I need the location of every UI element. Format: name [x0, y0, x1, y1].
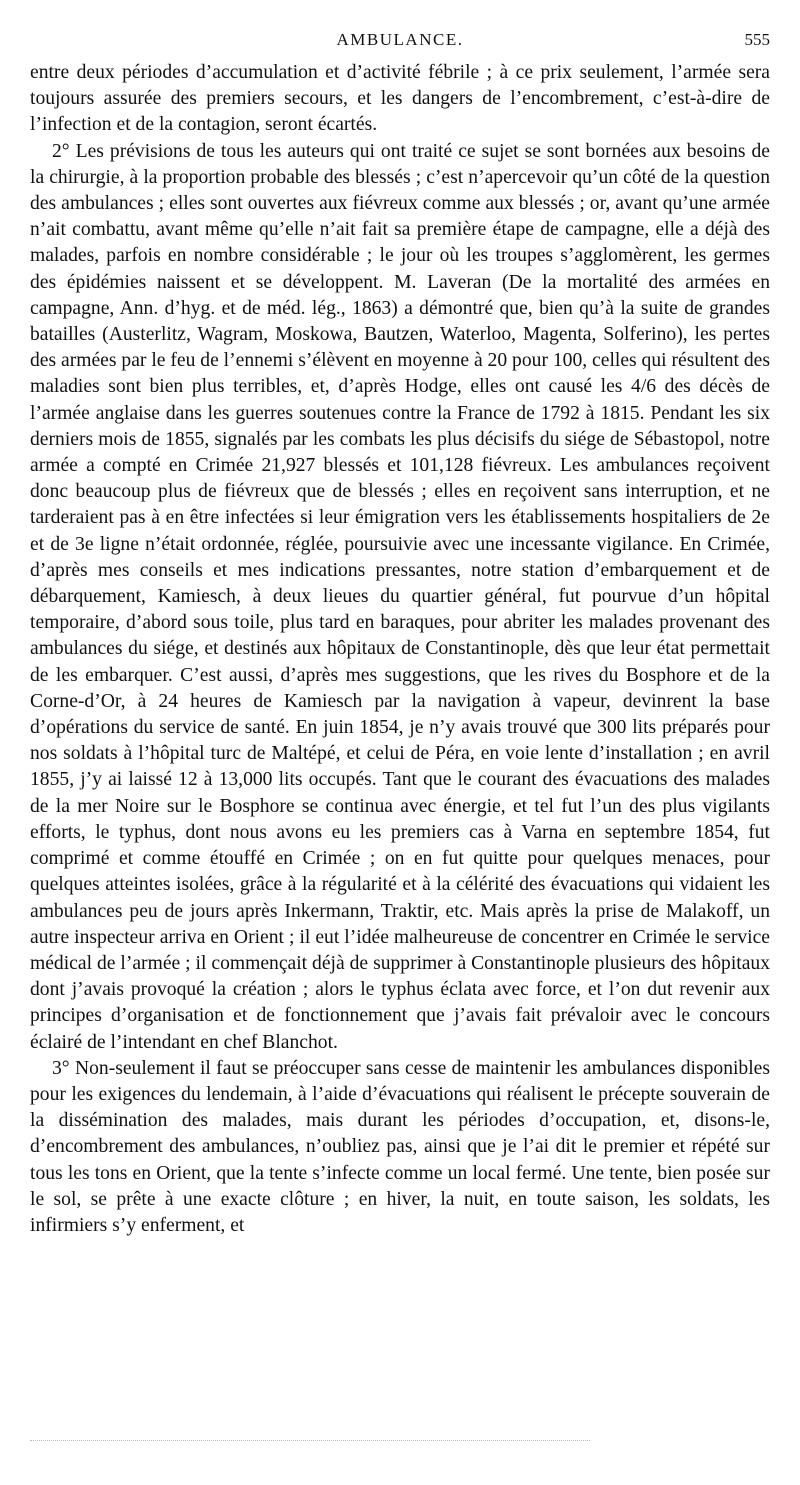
book-page [30, 30, 770, 1239]
body-text [30, 60, 770, 1239]
running-head [30, 30, 770, 54]
footer-rule [30, 1440, 590, 1442]
page-number: 555 [744, 30, 770, 49]
paragraph-2: 2° Les prévisions de tous les auteurs qui ont traité ce sujet se sont bornées aux besoins de la chirurgie, à la proportion probable des blessés ; c’est n’apercevoir qu’un côté de la question des ambulances ; elles sont ouvertes aux fiévreux comme aux blessés ; or, avant qu’une armée n’ait combattu, avant même qu’elle n’ait fait sa première étape de campagne, elle a déjà des malades, parfois en nombre considérable ; le jour où les troupes s’agglomèrent, les germes des épidémies naissent et se développent. M. Laveran (De la mortalité des armées en campagne, Ann. d’hyg. et de méd. lég., 1863) a démontré que, bien qu’à la suite de grandes batailles (Austerlitz, Wagram, Moskowa, Bautzen, Waterloo, Magenta, Solferino), les pertes des armées par le feu de l’ennemi s’élèvent en moyenne à 20 pour 100, celles qui résultent des maladies sont bien plus terribles, et, d’après Hodge, elles ont causé les 4/6 des décès de l’armée anglaise dans les guerres soutenues contre la France de 1792 à 1815. Pendant les six derniers mois de 1855, signalés par les combats les plus décisifs du siége de Sébastopol, notre armée a compté en Crimée 21,927 blessés et 101,128 fiévreux. Les ambulances reçoivent donc beaucoup plus de fiévreux que de blessés ; elles en reçoivent sans interruption, et ne tarderaient pas à en être infectées si leur émigration vers les établissements hospitaliers de 2e et de 3e ligne n’était ordonnée, réglée, poursuivie avec une incessante vigilance. En Crimée, d’après mes conseils et mes indications pressantes, notre station d’embarquement et de débarquement, Kamiesch, à deux lieues du quartier général, fut pourvue d’un hôpital temporaire, d’abord sous toile, plus tard en baraques, pour abriter les malades provenant des ambulances du siége, et destinés aux hôpitaux de Constantinople, dès que leur état permettait de les embarquer. C’est aussi, d’après mes suggestions, que les rives du Bosphore et de la Corne-d’Or, à 24 heures de Kamiesch par la navigation à vapeur, devinrent la base d’opérations du service de santé. En juin 1854, je n’y avais trouvé que 300 lits préparés pour nos soldats à l’hôpital turc de Maltépé, et celui de Péra, en voie lente d’installation ; en avril 1855, j’y ai laissé 12 à 13,000 lits occupés. Tant que le courant des évacuations des malades de la mer Noire sur le Bosphore se continua avec énergie, et tel fut l’un des plus vigilants efforts, le typhus, dont nous avons eu les premiers cas à Varna en septembre 1854, fut comprimé et comme étouffé en Crimée ; on en fut quitte pour quelques menaces, pour quelques atteintes isolées, grâce à la régularité et à la célérité des évacuations qui vidaient les ambulances peu de jours après Inkermann, Traktir, etc. Mais après la prise de Malakoff, un autre inspecteur arriva en Orient ; il eut l’idée malheureuse de concentrer en Crimée le service médical de l’armée ; il commençait déjà de supprimer à Constantinople plusieurs des hôpitaux dont j’avais provoqué la création ; alors le typhus éclata avec force, et l’on dut revenir aux principes d’organisation et de fonctionnement que j’avais fait prévaloir avec le concours éclairé de l’intendant en chef Blanchot. [30, 140, 770, 1053]
paragraph-3: 3° Non-seulement il faut se préoccuper sans cesse de maintenir les ambulances disponibles pour les exigences du lendemain, à l’aide d’évacuations qui réalisent le précepte souverain de la dissémination des malades, mais durant les périodes d’occupation, et, disons-le, d’encombrement des ambulances, n’oubliez pas, ainsi que je l’ai dit le premier et répété sur tous les tons en Orient, que la tente s’infecte comme un local fermé. Une tente, bien posée sur le sol, se prête à une exacte clôture ; en hiver, la nuit, en toute saison, les soldats, les infirmiers s’y enferment, et [30, 1057, 770, 1236]
paragraph-continuation: entre deux périodes d’accumulation et d’activité fébrile ; à ce prix seulement, l’armée sera toujours assurée des premiers secours, et les dangers de l’encombrement, c’est-à-dire de l’infection et de la contagion, seront écartés. [30, 62, 770, 136]
running-title: AMBULANCE. [336, 30, 464, 49]
